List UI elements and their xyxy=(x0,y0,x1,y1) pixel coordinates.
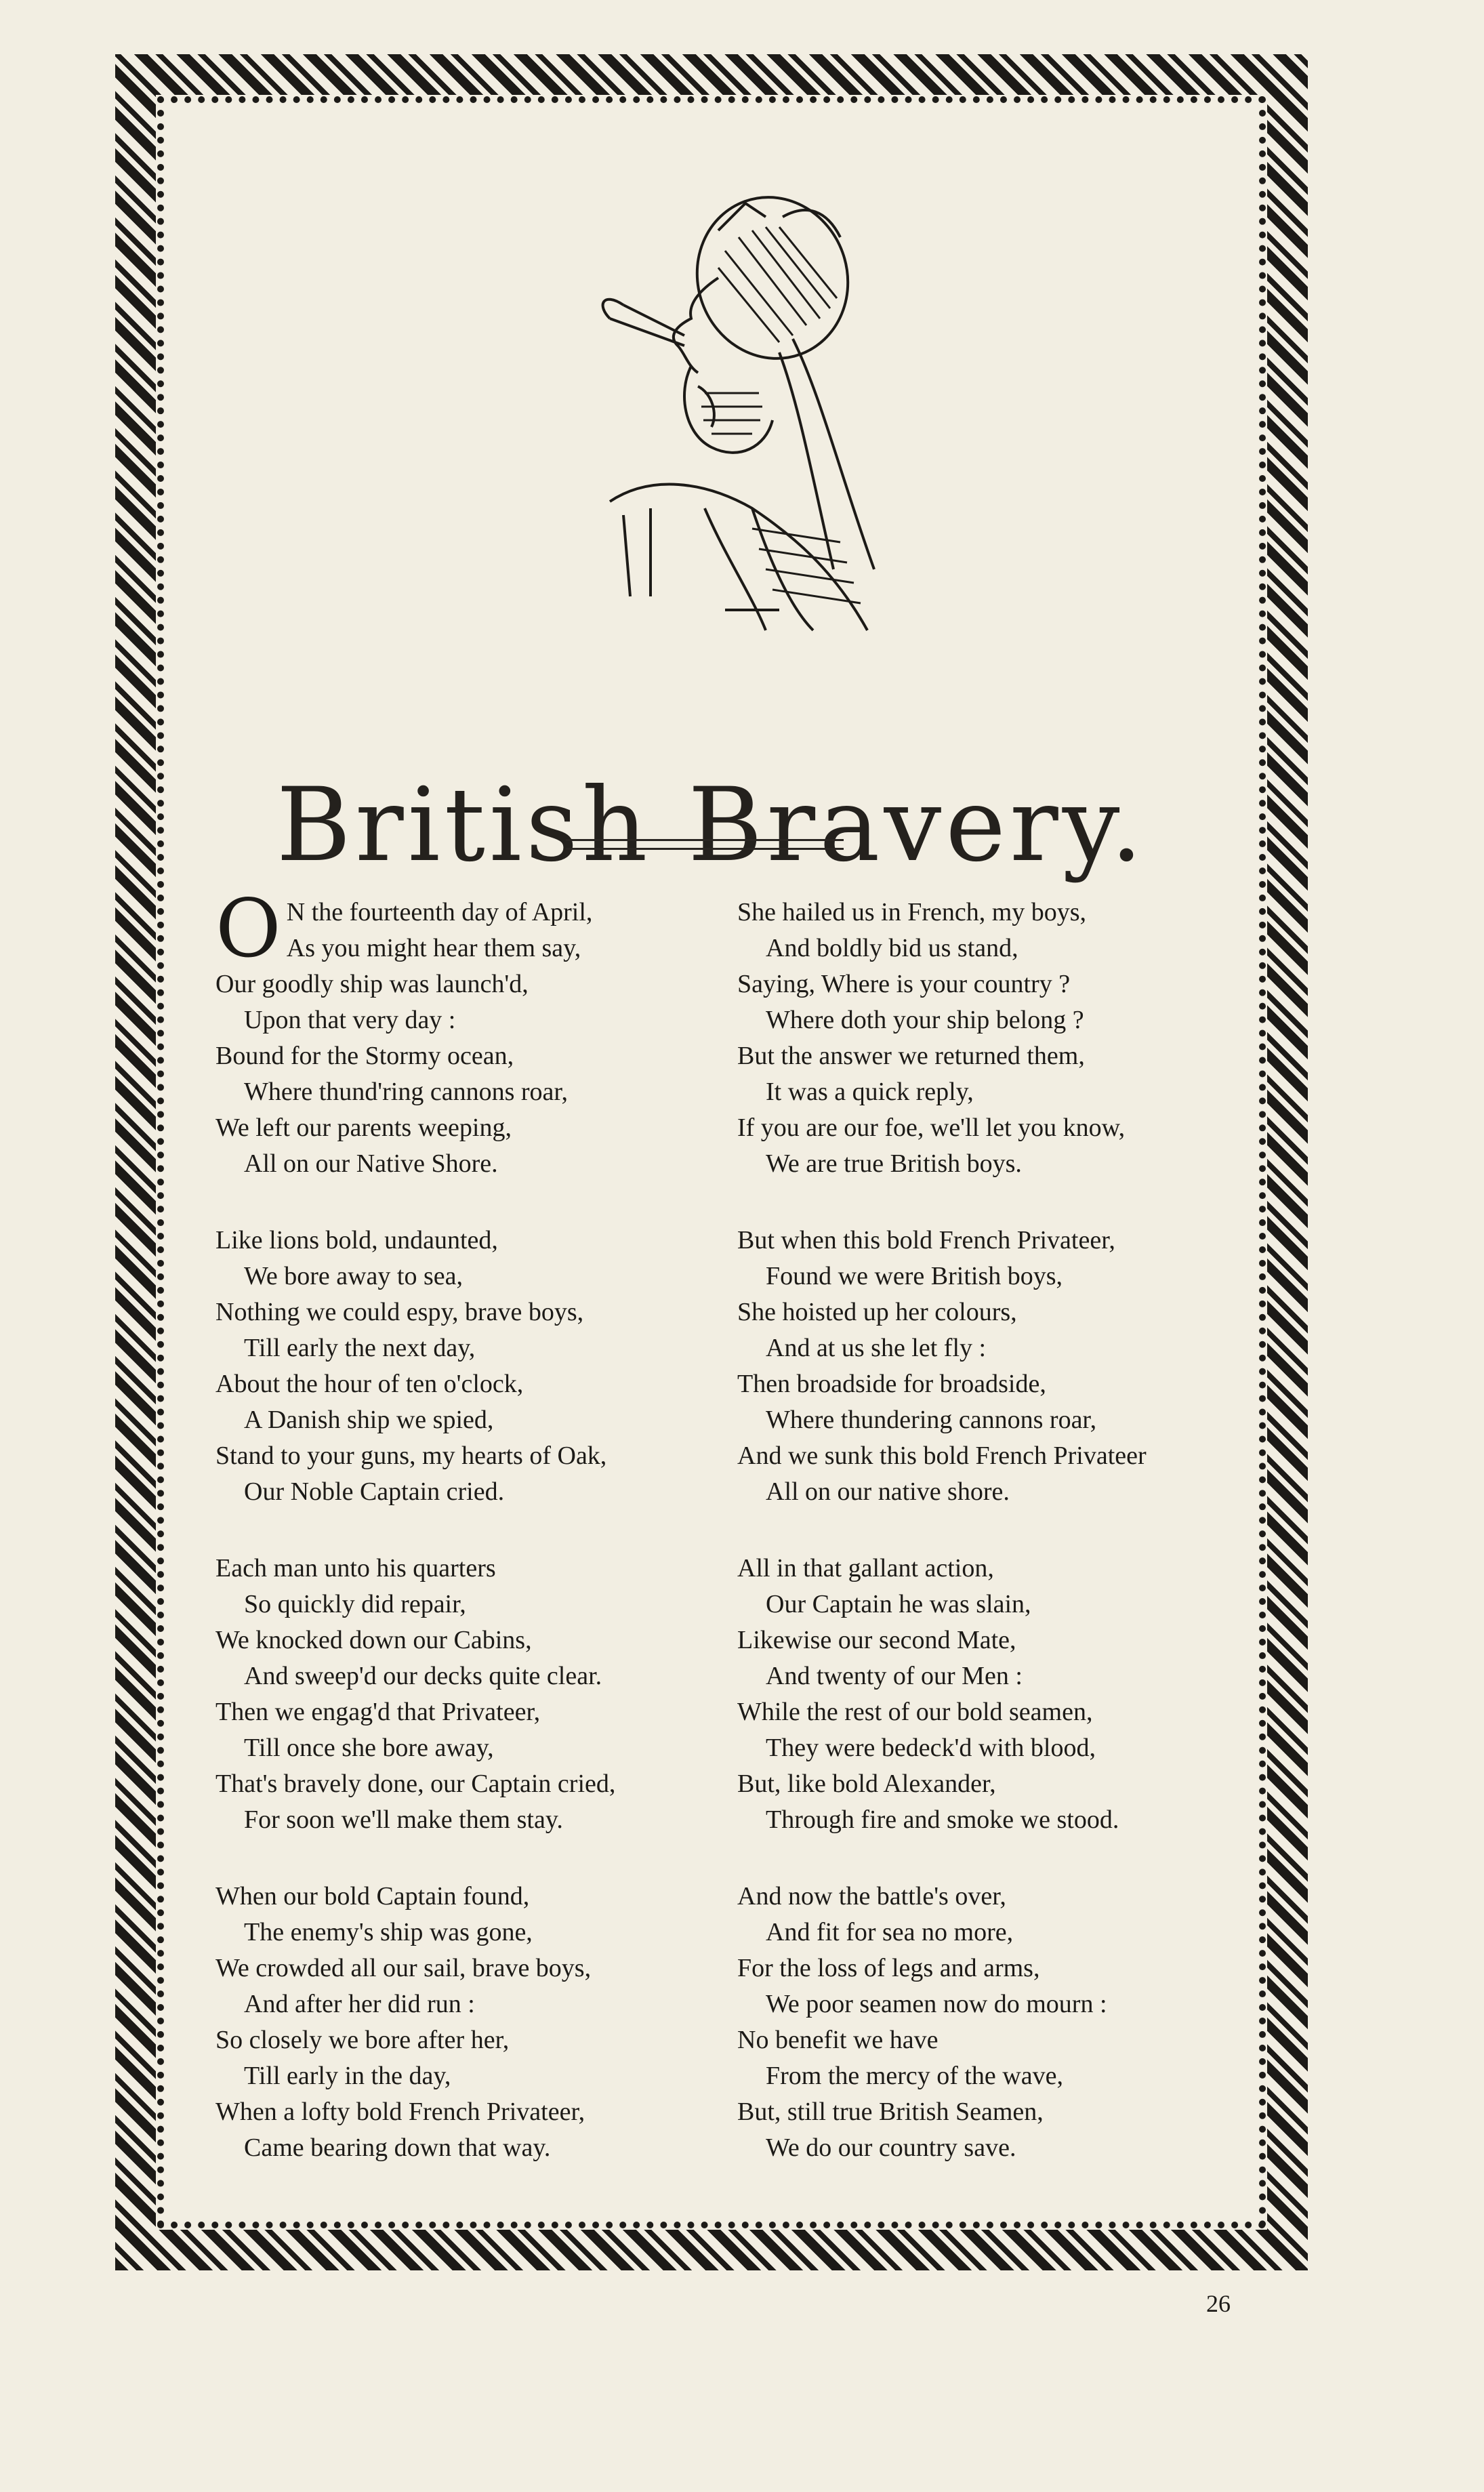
poem-line: And fit for sea no more, xyxy=(766,1918,1014,1946)
poem-line: The enemy's ship was gone, xyxy=(244,1918,533,1946)
poem-line: And at us she let fly : xyxy=(766,1334,987,1362)
stanza xyxy=(215,882,744,1182)
poem-line: All on our native shore. xyxy=(766,1477,1010,1506)
poem-line: All in that gallant action, xyxy=(737,1554,994,1582)
poem-line: We bore away to sea, xyxy=(244,1262,463,1290)
stanza xyxy=(737,1879,1266,2166)
poem-line-text: N the fourteenth day of April, xyxy=(286,898,593,926)
poem-line: And we sunk this bold French Privateer xyxy=(737,1442,1147,1470)
poem-line: Till once she bore away, xyxy=(244,1734,494,1762)
poem-line: When a lofty bold French Privateer, xyxy=(215,2098,585,2126)
poem-line: Each man unto his quarters xyxy=(215,1554,496,1582)
poem-line: But, like bold Alexander, xyxy=(737,1770,996,1798)
poem-line: Upon that very day : xyxy=(244,1006,456,1034)
poem-line: We are true British boys. xyxy=(766,1149,1022,1178)
poem-line: And sweep'd our decks quite clear. xyxy=(244,1662,602,1690)
poem-line: Where thundering cannons roar, xyxy=(766,1406,1097,1434)
poem-line: Stand to your guns, my hearts of Oak, xyxy=(215,1442,607,1470)
poem-line: And now the battle's over, xyxy=(737,1882,1006,1911)
stanza xyxy=(737,895,1266,1182)
poem-line: Our Captain he was slain, xyxy=(766,1590,1031,1618)
right-column xyxy=(737,895,1266,2207)
left-column xyxy=(215,882,744,2207)
page-title: British Bravery. xyxy=(276,766,1147,884)
poem-line: We left our parents weeping, xyxy=(215,1114,512,1142)
poem-line: Where thund'ring cannons roar, xyxy=(244,1078,569,1106)
poem-line: No benefit we have xyxy=(737,2026,939,2054)
poem-line: Then we engag'd that Privateer, xyxy=(215,1698,541,1726)
poem-line: Our Noble Captain cried. xyxy=(244,1477,505,1506)
page-number: 26 xyxy=(1206,2290,1231,2317)
poem-line: We do our country save. xyxy=(766,2133,1016,2162)
poem-line: For soon we'll make them stay. xyxy=(244,1805,563,1834)
poem-line: Through fire and smoke we stood. xyxy=(766,1805,1119,1834)
poem-line: We knocked down our Cabins, xyxy=(215,1626,532,1654)
poem-line: Likewise our second Mate, xyxy=(737,1626,1016,1654)
poem-line: Bound for the Stormy ocean, xyxy=(215,1042,514,1070)
poem-line: Nothing we could espy, brave boys, xyxy=(215,1298,584,1326)
poem-line: When our bold Captain found, xyxy=(215,1882,530,1911)
stanza xyxy=(215,1551,744,1838)
poem-line: Like lions bold, undaunted, xyxy=(215,1226,498,1254)
poem-line: But the answer we returned them, xyxy=(737,1042,1085,1070)
poem-line: And after her did run : xyxy=(244,1990,475,2018)
drop-cap: O xyxy=(215,882,281,975)
poem-line: All on our Native Shore. xyxy=(244,1149,498,1178)
poem-line: Till early in the day, xyxy=(244,2062,451,2090)
poem-line: And twenty of our Men : xyxy=(766,1662,1023,1690)
poem-line: She hailed us in French, my boys, xyxy=(737,898,1087,926)
poem-line: We poor seamen now do mourn : xyxy=(766,1990,1107,2018)
poem-line: Our goodly ship was launch'd, xyxy=(215,970,529,998)
poem-line: Where doth your ship belong ? xyxy=(766,1006,1084,1034)
poem-line: Found we were British boys, xyxy=(766,1262,1063,1290)
poem-line: Came bearing down that way. xyxy=(244,2133,551,2162)
poem-line: And boldly bid us stand, xyxy=(766,934,1018,962)
poem-line: Then broadside for broadside, xyxy=(737,1370,1046,1398)
poem-line: But, still true British Seamen, xyxy=(737,2098,1044,2126)
poem-line: They were bedeck'd with blood, xyxy=(766,1734,1096,1762)
poem-line: While the rest of our bold seamen, xyxy=(737,1698,1093,1726)
poem-line: So quickly did repair, xyxy=(244,1590,466,1618)
stanza xyxy=(737,1551,1266,1838)
sailor-portrait-icon xyxy=(549,190,901,644)
poem-line: Saying, Where is your country ? xyxy=(737,970,1071,998)
title-rule xyxy=(566,839,844,850)
page-content xyxy=(169,108,1254,2216)
poem-line: Till early the next day, xyxy=(244,1334,476,1362)
poem-line: If you are our foe, we'll let you know, xyxy=(737,1114,1126,1142)
poem-line: She hoisted up her colours, xyxy=(737,1298,1017,1326)
poem-line: As you might hear them say, xyxy=(286,934,581,962)
poem-line: About the hour of ten o'clock, xyxy=(215,1370,524,1398)
stanza xyxy=(215,1879,744,2166)
poem-line: That's bravely done, our Captain cried, xyxy=(215,1770,616,1798)
poem-line: We crowded all our sail, brave boys, xyxy=(215,1954,592,1982)
poem-line: A Danish ship we spied, xyxy=(244,1406,494,1434)
stanza xyxy=(215,1223,744,1510)
poem-line: For the loss of legs and arms, xyxy=(737,1954,1040,1982)
poem-line: From the mercy of the wave, xyxy=(766,2062,1063,2090)
poem-line: It was a quick reply, xyxy=(766,1078,974,1106)
stanza xyxy=(737,1223,1266,1510)
poem-line: But when this bold French Privateer, xyxy=(737,1226,1115,1254)
poem-line: So closely we bore after her, xyxy=(215,2026,510,2054)
